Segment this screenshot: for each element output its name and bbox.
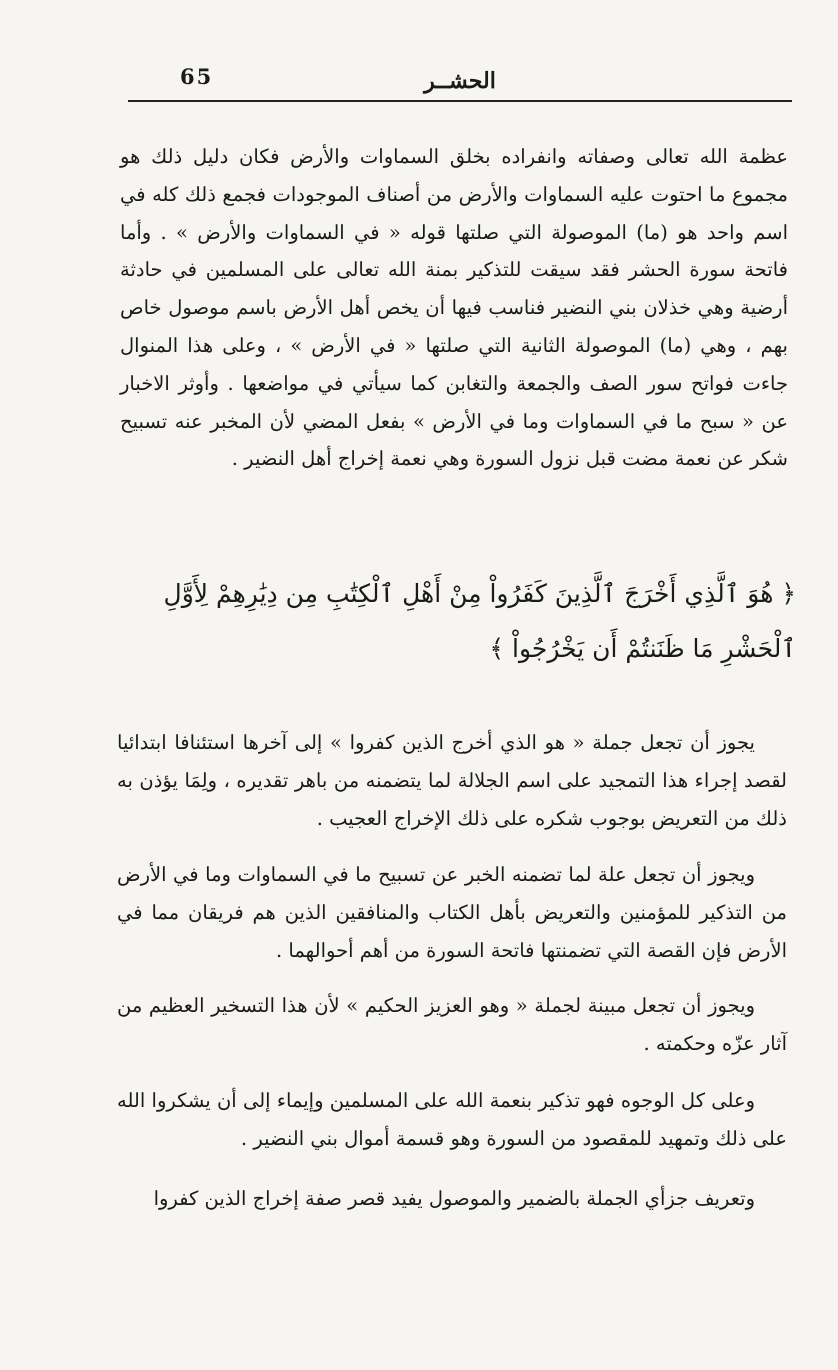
paragraph-5: وعلى كل الوجوه فهو تذكير بنعمة الله على المسلمين وإيماء إلى أن يشكروا الله على ذلك وتمهيد للمقصود من السورة وهو قسمة أموال بني النضير . [117,1089,787,1150]
quran-verse: ﴿ هُوَ ٱلَّذِي أَخْرَجَ ٱلَّذِينَ كَفَرُواْ مِنْ أَهْلِ ٱلْكِتَٰبِ مِن دِيَٰرِهِمْ لِأَوَّلِ ٱلْحَشْرِ مَا ظَنَنتُمْ أَن يَخْرُجُواْ ﴾ [163,579,796,663]
page-number: 65 [180,64,214,89]
paragraph-2: يجوز أن تجعل جملة « هو الذي أخرج الذين كفروا » إلى آخرها استئنافا ابتدائيا لقصد إجراء هذا التمجيد على اسم الجلالة لما يتضمنه من باهر تقديره ، ولِمَا يؤذن به ذلك من التعريض بوجوب شكره على ذلك الإخراج العجيب . [117,731,787,830]
paragraph-1: عظمة الله تعالى وصفاته وانفراده بخلق السماوات والأرض فكان دليل ذلك هو مجموع ما احتوت عليه السماوات والأرض من أصناف الموجودات فجمع ذلك كله في اسم واحد هو (ما) الموصولة التي صلتها قوله « في السماوات والأرض » . وأما فاتحة سورة الحشر فقد سيقت للتذكير بمنة الله تعالى على المسلمين في حادثة أرضية وهي خذلان بني النضير فناسب فيها أن يخص أهل الأرض باسم موصول خاص بهم ، وهي (ما) الموصولة الثانية التي صلتها « في الأرض » ، وعلى هذا المنوال جاءت فواتح سور الصف والجمعة والتغابن كما سيأتي في مواضعها . وأوثر الاخبار عن « سبح ما في السماوات وما في الأرض » بفعل المضي لأن المخبر عنه تسبيح شكر عن نعمة مضت قبل نزول السورة وهي نعمة إخراج أهل النضير . [120,145,788,471]
paragraph-6: وتعريف جزأي الجملة بالضمير والموصول يفيد قصر صفة إخراج الذين كفروا [153,1187,755,1210]
paragraph-3: ويجوز أن تجعل علة لما تضمنه الخبر عن تسبيح ما في السماوات وما في الأرض من التذكير للمؤمنين والتعريض بأهل الكتاب والمنافقين الذين هم فريقان مما في الأرض فإن القصة التي تضمنتها فاتحة السورة من أهم أحوالهما . [117,863,787,962]
running-title: الحشــر [424,68,496,94]
paragraph-4: ويجوز أن تجعل مبينة لجملة « وهو العزيز الحكيم » لأن هذا التسخير العظيم من آثار عزّه وحكمته . [117,994,787,1055]
header-rule [128,100,792,102]
page-header [128,58,792,102]
